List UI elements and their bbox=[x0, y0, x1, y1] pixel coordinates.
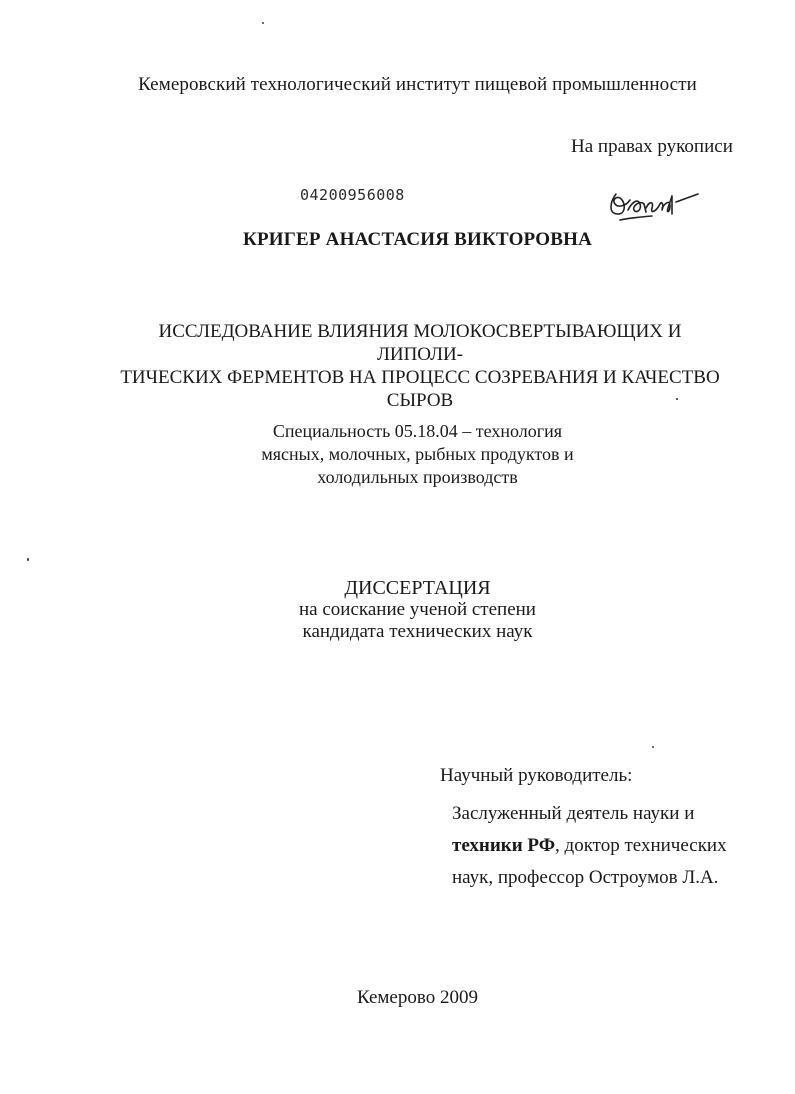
document-number: 04200956008 bbox=[300, 186, 405, 204]
institute-name: Кемеровский технологический институт пищевой промышленности bbox=[138, 74, 697, 95]
scan-speck bbox=[652, 746, 654, 748]
thesis-title-line: ИССЛЕДОВАНИЕ ВЛИЯНИЯ МОЛОКОСВЕРТЫВАЮЩИХ И ЛИПОЛИ- bbox=[158, 321, 682, 365]
thesis-title-line: СЫРОВ bbox=[386, 390, 454, 411]
specialty-line: Специальность 05.18.04 – технология bbox=[272, 421, 563, 441]
thesis-title bbox=[120, 320, 720, 412]
signature-icon bbox=[606, 180, 702, 230]
signature-drawing bbox=[606, 180, 702, 230]
supervisor-details bbox=[452, 798, 727, 894]
author-name: КРИГЕР АНАСТАСИЯ ВИКТОРОВНА bbox=[242, 229, 593, 250]
degree-line: на соискание ученой степени bbox=[299, 599, 536, 620]
supervisor-title-bold: техники РФ bbox=[452, 835, 556, 856]
supervisor-title-rest: , доктор технических bbox=[555, 835, 727, 856]
thesis-title-line: ТИЧЕСКИХ ФЕРМЕНТОВ НА ПРОЦЕСС СОЗРЕВАНИЯ И КАЧЕСТВО bbox=[120, 367, 720, 388]
supervisor-line bbox=[452, 830, 727, 862]
scan-speck bbox=[27, 558, 29, 561]
degree-line: кандидата технических наук bbox=[302, 621, 533, 642]
city-year: Кемерово 2009 bbox=[357, 987, 478, 1008]
supervisor-line: Заслуженный деятель науки и bbox=[452, 803, 695, 824]
specialty-line: мясных, молочных, рыбных продуктов и bbox=[261, 444, 574, 464]
dissertation-block bbox=[20, 577, 795, 643]
specialty bbox=[20, 420, 795, 489]
dissertation-heading: ДИССЕРТАЦИЯ bbox=[344, 577, 491, 599]
rights-notice: На правах рукописи bbox=[571, 136, 733, 157]
supervisor-line: наук, профессор Остроумов Л.А. bbox=[452, 867, 719, 888]
scan-speck bbox=[262, 22, 264, 24]
supervisor-heading: Научный руководитель: bbox=[440, 765, 633, 786]
specialty-line: холодильных производств bbox=[317, 467, 518, 487]
